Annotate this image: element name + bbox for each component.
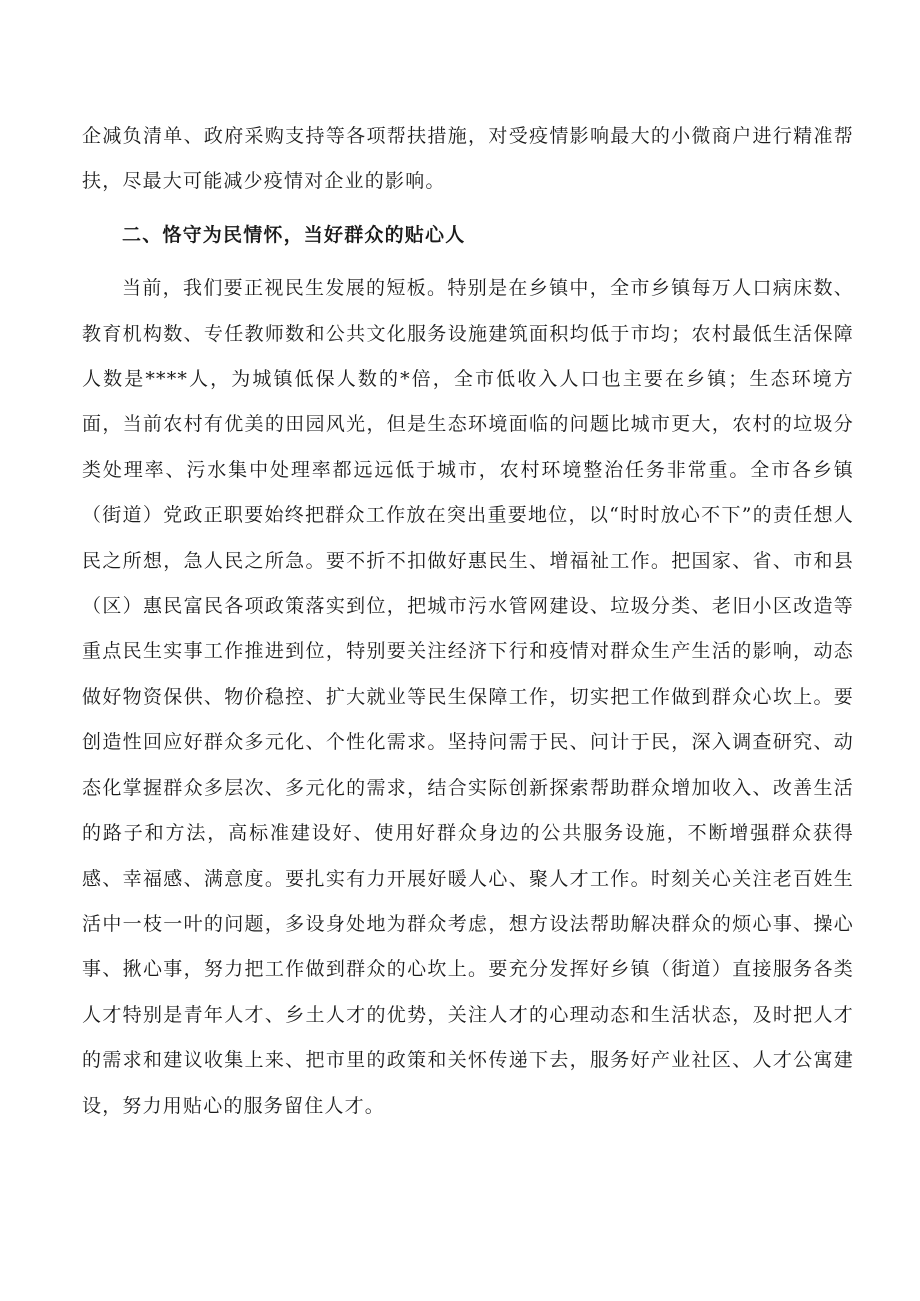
paragraph-continuation: 企减负清单、政府采购支持等各项帮扶措施，对受疫情影响最大的小微商户进行精准帮扶，尽最大可能减少疫情对企业的影响。 <box>82 125 854 193</box>
paragraph-main: 当前，我们要正视民生发展的短板。特别是在乡镇中，全市乡镇每万人口病床数、教育机构数、专任教师数和公共文化服务设施建筑面积均低于市均；农村最低生活保障人数是****人，为城镇低保人数的*倍，全市低收入人口也主要在乡镇；生态环境方面，当前农村有优美的田园风光，但是生态环境面临的问题比城市更大，农村的垃圾分类处理率、污水集中处理率都远远低于城市，农村环境整治任务非常重。全市各乡镇（街道）党政正职要始终把群众工作放在突出重要地位，以“时时放心不下”的责任想人民之所想，急人民之所急。要不折不扣做好惠民生、增福祉工作。把国家、省、市和县（区）惠民富民各项政策落实到位，把城市污水管网建设、垃圾分类、老旧小区改造等重点民生实事工作推进到位，特别要关注经济下行和疫情对群众生产生活的影响，动态做好物资保供、物价稳控、扩大就业等民生保障工作，切实把工作做到群众心坎上。要创造性回应好群众多元化、个性化需求。坚持问需于民、问计于民，深入调查研究、动态化掌握群众多层次、多元化的需求，结合实际创新探索帮助群众增加收入、改善生活的路子和方法，高标准建设好、使用好群众身边的公共服务设施，不断增强群众获得感、幸福感、满意度。要扎实有力开展好暖人心、聚人才工作。时刻关心关注老百姓生活中一枝一叶的问题，多设身处地为群众考虑，想方设法帮助解决群众的烦心事、操心事、揪心事，努力把工作做到群众的心坎上。要充分发挥好乡镇（街道）直接服务各类人才特别是青年人才、乡土人才的优势，关注人才的心理动态和生活状态，及时把人才的需求和建议收集上来、把市里的政策和关怀传递下去，服务好产业社区、人才公寓建设，努力用贴心的服务留住人才。 <box>82 277 854 1117</box>
section-heading: 二、恪守为民情怀，当好群众的贴心人 <box>122 223 466 246</box>
document-body <box>82 114 854 1129</box>
